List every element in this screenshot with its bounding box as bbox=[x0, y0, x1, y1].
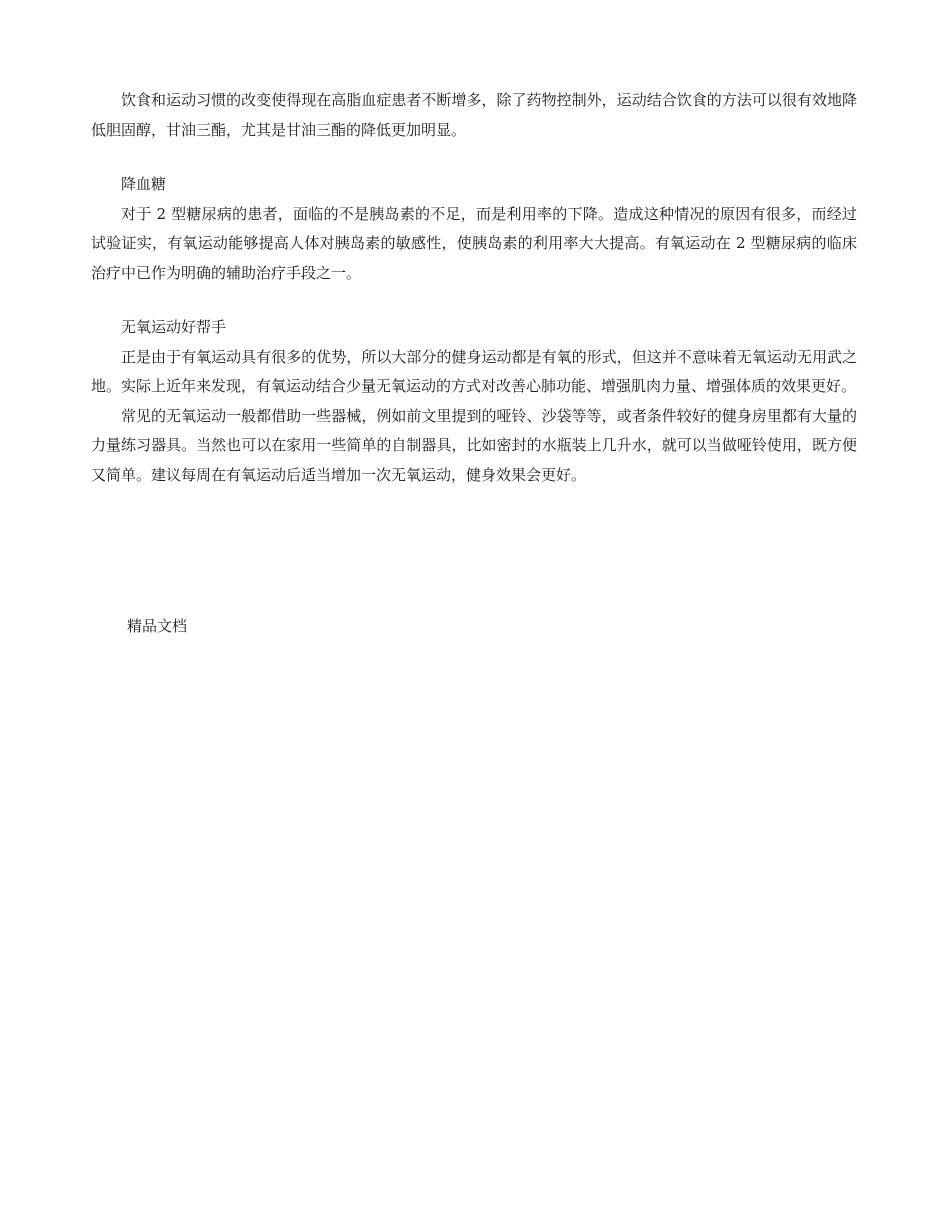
paragraph-anaerobic-equipment: 常见的无氧运动一般都借助一些器械，例如前文里提到的哑铃、沙袋等等，或者条件较好的健身房里都有大量的力量练习器具。当然也可以在家用一些简单的自制器具，比如密封的水瓶装上几升水，就可以当做哑铃使用，既方便又简单。建议每周在有氧运动后适当增加一次无氧运动，健身效果会更好。 bbox=[91, 406, 857, 484]
section-heading-blood-sugar: 降血糖 bbox=[121, 175, 167, 193]
paragraph-anaerobic-advantages: 正是由于有氧运动具有很多的优势，所以大部分的健身运动都是有氧的形式，但这并不意味着无氧运动无用武之地。实际上近年来发现，有氧运动结合少量无氧运动的方式对改善心肺功能、增强肌肉力量、增强体质的效果更好。 bbox=[91, 347, 857, 395]
footer-label: 精品文档 bbox=[127, 617, 188, 635]
section-spacer bbox=[91, 288, 857, 313]
section-heading-anaerobic: 无氧运动好帮手 bbox=[121, 318, 227, 336]
paragraph-diabetes: 对于 2 型糖尿病的患者，面临的不是胰岛素的不足，而是利用率的下降。造成这种情况的原因有很多，而经过试验证实，有氧运动能够提高人体对胰岛素的敏感性，使胰岛素的利用率大大提高。有氧运动在 2 型糖尿病的临床治疗中已作为明确的辅助治疗手段之一。 bbox=[91, 204, 857, 282]
document-body bbox=[91, 86, 857, 490]
paragraph-hyperlipidemia: 饮食和运动习惯的改变使得现在高脂血症患者不断增多，除了药物控制外，运动结合饮食的方法可以很有效地降低胆固醇，甘油三酯，尤其是甘油三酯的降低更加明显。 bbox=[91, 91, 857, 139]
section-spacer bbox=[91, 145, 857, 170]
